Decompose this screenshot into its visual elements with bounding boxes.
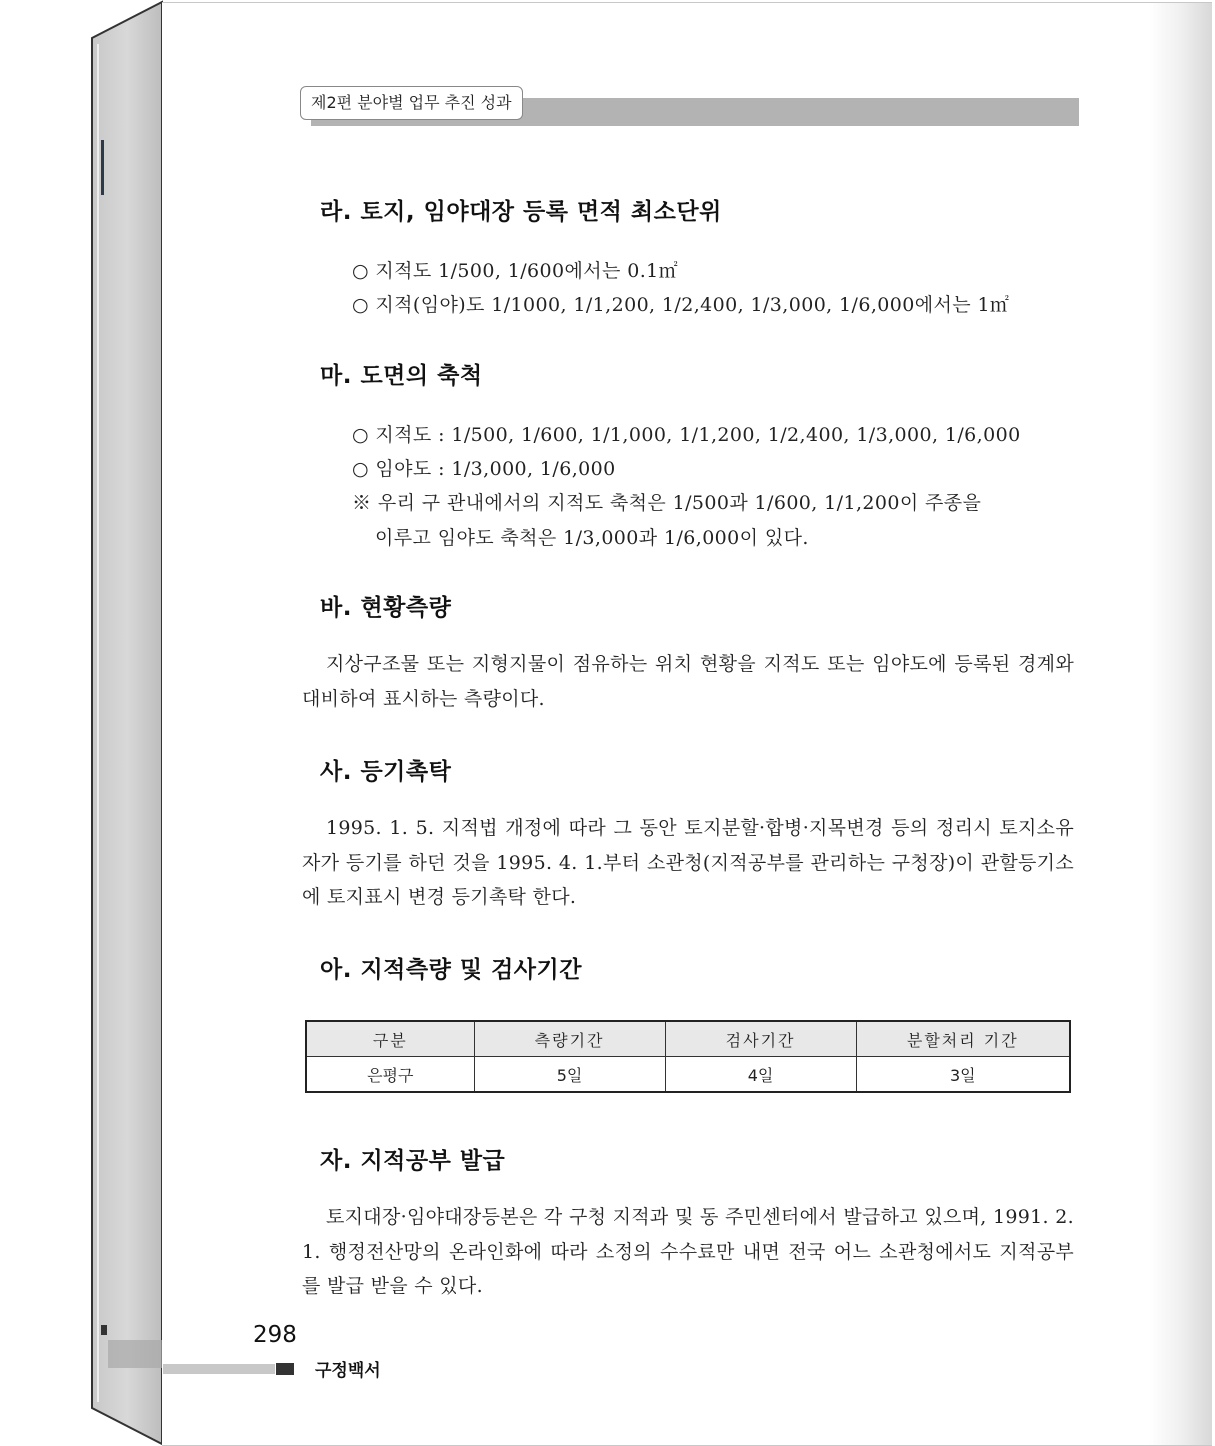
table-header-cell: 구분 xyxy=(306,1021,474,1057)
table-row xyxy=(306,1057,1070,1093)
chapter-label: 제2편 분야별 업무 추진 성과 xyxy=(300,86,523,120)
survey-period-table xyxy=(305,1020,1071,1093)
table-cell: 5일 xyxy=(474,1057,665,1093)
table-header-cell: 측량기간 xyxy=(474,1021,665,1057)
footer-bar xyxy=(163,1364,275,1374)
table-cell: 은평구 xyxy=(306,1057,474,1093)
bullet-item: ○ 지적도 : 1/500, 1/600, 1/1,000, 1/1,200, 1/2,400, 1/3,000, 1/6,000 xyxy=(352,424,1021,446)
section-paragraph: 1995. 1. 5. 지적법 개정에 따라 그 동안 토지분할·합병·지목변경 등의 정리시 토지소유자가 등기를 하던 것을 1995. 4. 1.부터 소관청(지적공부를 관리하는 구청장)이 관할등기소에 토지표시 변경 등기촉탁 한다. xyxy=(302,817,1074,908)
bullet-item: ○ 지적도 1/500, 1/600에서는 0.1㎡ xyxy=(352,260,679,282)
page-number: 298 xyxy=(253,1322,297,1348)
table-header-cell: 검사기간 xyxy=(665,1021,856,1057)
footer-marker xyxy=(276,1363,294,1375)
section-heading-ma: 마. 도면의 축척 xyxy=(320,363,483,389)
table-header-cell: 분할처리 기간 xyxy=(856,1021,1070,1057)
section-heading-sa: 사. 등기촉탁 xyxy=(320,759,452,785)
note-item-continued: 이루고 임야도 축척은 1/3,000과 1/6,000이 있다. xyxy=(375,527,809,549)
book-spine xyxy=(0,0,170,1446)
note-item: ※ 우리 구 관내에서의 지적도 축척은 1/500과 1/600, 1/1,200이 주종을 xyxy=(352,492,982,514)
section-paragraph: 지상구조물 또는 지형지물이 점유하는 위치 현황을 지적도 또는 임야도에 등록된 경계와 대비하여 표시하는 측량이다. xyxy=(302,653,1074,710)
table-header-row xyxy=(306,1021,1070,1057)
table-cell: 3일 xyxy=(856,1057,1070,1093)
section-paragraph: 토지대장·임야대장등본은 각 구청 지적과 및 동 주민센터에서 발급하고 있으며, 1991. 2. 1. 행정전산망의 온라인화에 따라 소정의 수수료만 내면 전국 어느 소관청에서도 지적공부를 발급 받을 수 있다. xyxy=(302,1206,1074,1297)
section-heading-ra: 라. 토지, 임야대장 등록 면적 최소단위 xyxy=(320,199,722,225)
book-title: 구정백서 xyxy=(315,1361,381,1381)
table-cell: 4일 xyxy=(665,1057,856,1093)
bullet-item: ○ 임야도 : 1/3,000, 1/6,000 xyxy=(352,458,616,480)
section-heading-a: 아. 지적측량 및 검사기간 xyxy=(320,957,582,983)
section-heading-ja: 자. 지적공부 발급 xyxy=(320,1148,506,1174)
section-heading-ba: 바. 현황측량 xyxy=(320,595,452,621)
bullet-item: ○ 지적(임야)도 1/1000, 1/1,200, 1/2,400, 1/3,000, 1/6,000에서는 1㎡ xyxy=(352,294,1010,316)
